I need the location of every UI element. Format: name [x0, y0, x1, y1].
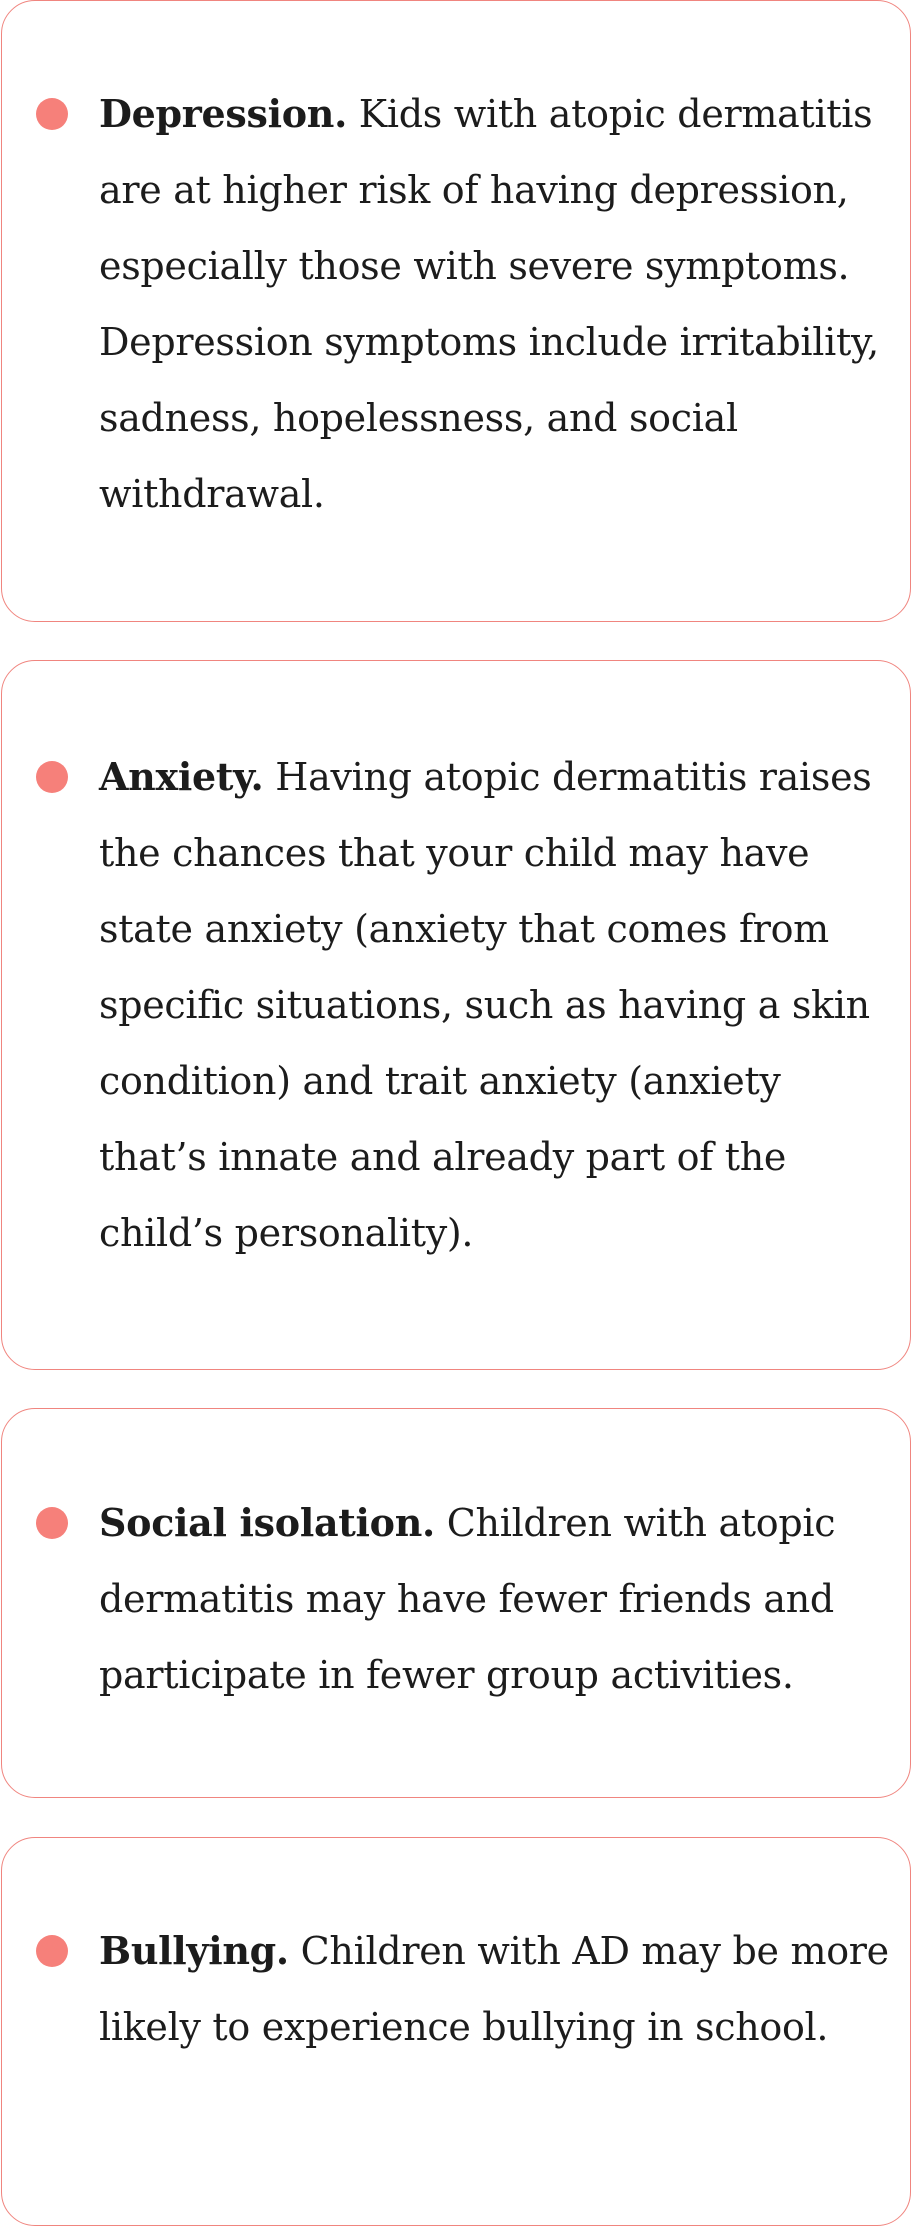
bullet-dot-icon [36, 761, 68, 793]
list-item-text [99, 1485, 889, 1713]
bullet-dot-icon [36, 1935, 68, 1967]
list-card-social-isolation [1, 1408, 911, 1798]
list-card-bullying [1, 1837, 911, 2226]
list-item-term: Depression. [99, 91, 348, 136]
list-card-anxiety [1, 660, 911, 1370]
list-item-term: Anxiety. [99, 754, 264, 799]
list-item-description: Children with AD may be more likely to experience bullying in school. [99, 1929, 889, 2049]
list-item-description: Having atopic dermatitis raises the chances that your child may have state anxiety (anxiety that comes from specific situations, such as having a skin condition) and trait anxiety (anxiety that’s innate and already part of the child’s personality). [99, 755, 872, 1255]
list-item-text [99, 1913, 889, 2065]
list-item-text [99, 76, 889, 532]
list-item-text [99, 739, 889, 1271]
bullet-dot-icon [36, 1507, 68, 1539]
list-item-description: Kids with atopic dermatitis are at higher risk of having depression, especially those with severe symptoms. Depression symptoms include irritability, sadness, hopelessness, and social withdrawal. [99, 92, 879, 516]
bullet-dot-icon [36, 98, 68, 130]
list-item-description: Children with atopic dermatitis may have fewer friends and participate in fewer group activities. [99, 1501, 836, 1697]
list-card-depression [1, 0, 911, 622]
list-item-term: Social isolation. [99, 1500, 435, 1545]
list-item-term: Bullying. [99, 1928, 289, 1973]
